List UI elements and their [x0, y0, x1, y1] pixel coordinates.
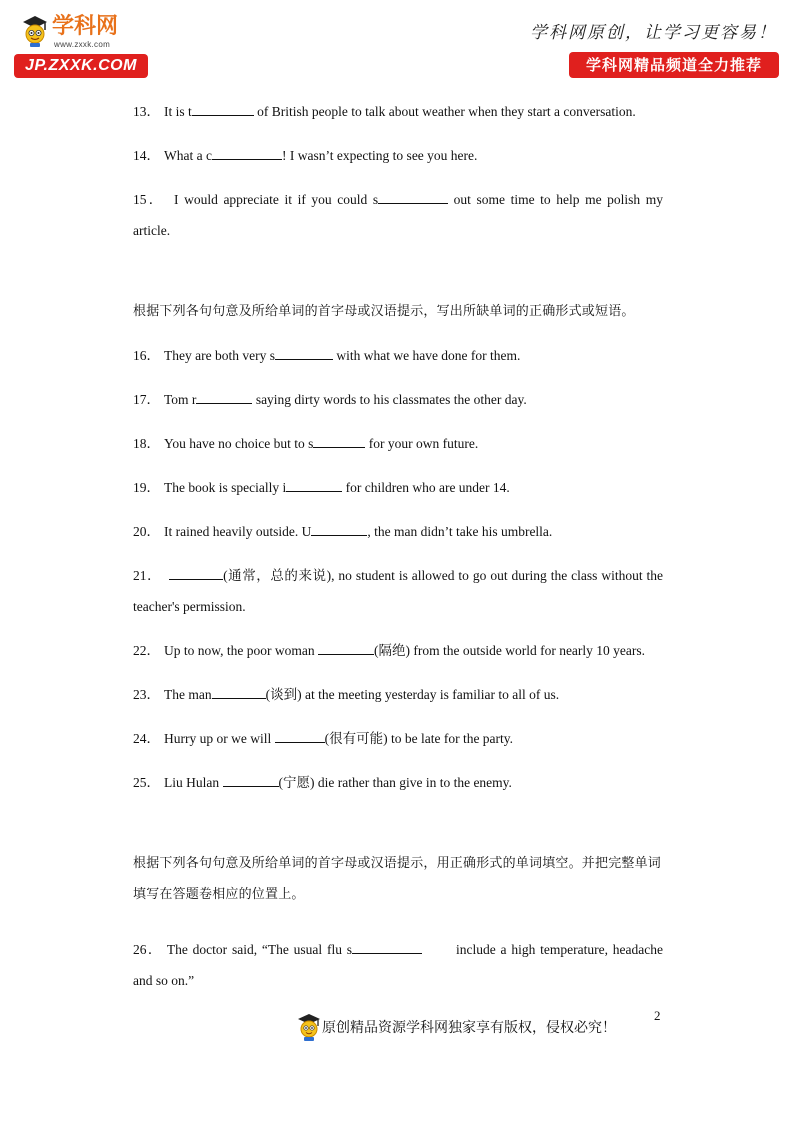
question-19: 19． The book is specially i for children who are under 14. [133, 480, 510, 495]
answer-blank[interactable] [286, 490, 342, 492]
question-13: 13． It is t of British people to talk about weather when they start a conversation. [133, 104, 636, 119]
question-22: 22． Up to now, the poor woman (隔绝) from the outside world for nearly 10 years. [133, 643, 646, 658]
channel-badge[interactable]: 学科网精品频道全力推荐 [569, 52, 779, 78]
slogan: 学科网原创，让学习更容易！ [530, 23, 777, 43]
footer [296, 1012, 626, 1042]
question-14: 14． What a c ! I wasn’t expecting to see you here. [133, 148, 478, 163]
answer-blank[interactable] [275, 358, 333, 360]
answer-blank[interactable] [196, 402, 252, 404]
answer-blank[interactable] [212, 158, 282, 160]
header-right [530, 14, 779, 78]
answer-blank[interactable] [169, 578, 223, 580]
answer-blank[interactable] [311, 534, 367, 536]
copyright-notice: 原创精品资源学科网独家享有版权，侵权必究！ [322, 1020, 616, 1036]
question-15: 15． I would appreciate it if you could s out some time to help me polish my article. [133, 192, 664, 238]
answer-blank[interactable] [212, 697, 266, 699]
answer-blank[interactable] [192, 114, 254, 116]
instruction-1: 根据下列各句句意及所给单词的首字母或汉语提示，写出所缺单词的正确形式或短语。 [133, 304, 635, 319]
question-26: 26． The doctor said, “The usual flu s include a high temperature, headache and so on.” [133, 942, 664, 988]
answer-blank[interactable] [313, 446, 365, 448]
question-24: 24． Hurry up or we will (很有可能) to be late for the party. [133, 731, 514, 746]
site-logo[interactable] [14, 12, 154, 82]
answer-blank[interactable] [378, 202, 448, 204]
instruction-2: 根据下列各句句意及所给单词的首字母或汉语提示，用正确形式的单词填空。并把完整单词填写在答题卷相应的位置上。 [133, 856, 662, 902]
answer-blank[interactable] [352, 952, 422, 954]
logo-text: 学科网 [52, 14, 119, 39]
mascot-icon [296, 1012, 322, 1042]
question-25: 25． Liu Hulan (宁愿) die rather than give in to the enemy. [133, 775, 512, 790]
mascot-icon [20, 14, 50, 48]
question-18: 18． You have no choice but to s for your own future. [133, 436, 479, 451]
answer-blank[interactable] [318, 653, 374, 655]
question-20: 20． It rained heavily outside. U , the man didn’t take his umbrella. [133, 524, 553, 539]
question-17: 17． Tom r saying dirty words to his classmates the other day. [133, 392, 527, 407]
answer-blank[interactable] [223, 785, 279, 787]
question-16: 16． They are both very s with what we have done for them. [133, 348, 521, 363]
question-23: 23． The man (谈到) at the meeting yesterday is familiar to all of us. [133, 687, 560, 702]
worksheet-content [133, 96, 663, 996]
page-number: 2 [654, 1008, 661, 1023]
question-21: 21． (通常，总的来说), no student is allowed to go out during the class without the teacher's permission. [133, 568, 664, 614]
answer-blank[interactable] [275, 741, 325, 743]
logo-badge[interactable]: JP.ZXXK.COM [14, 54, 148, 78]
logo-url: www.zxxk.com [54, 40, 111, 49]
